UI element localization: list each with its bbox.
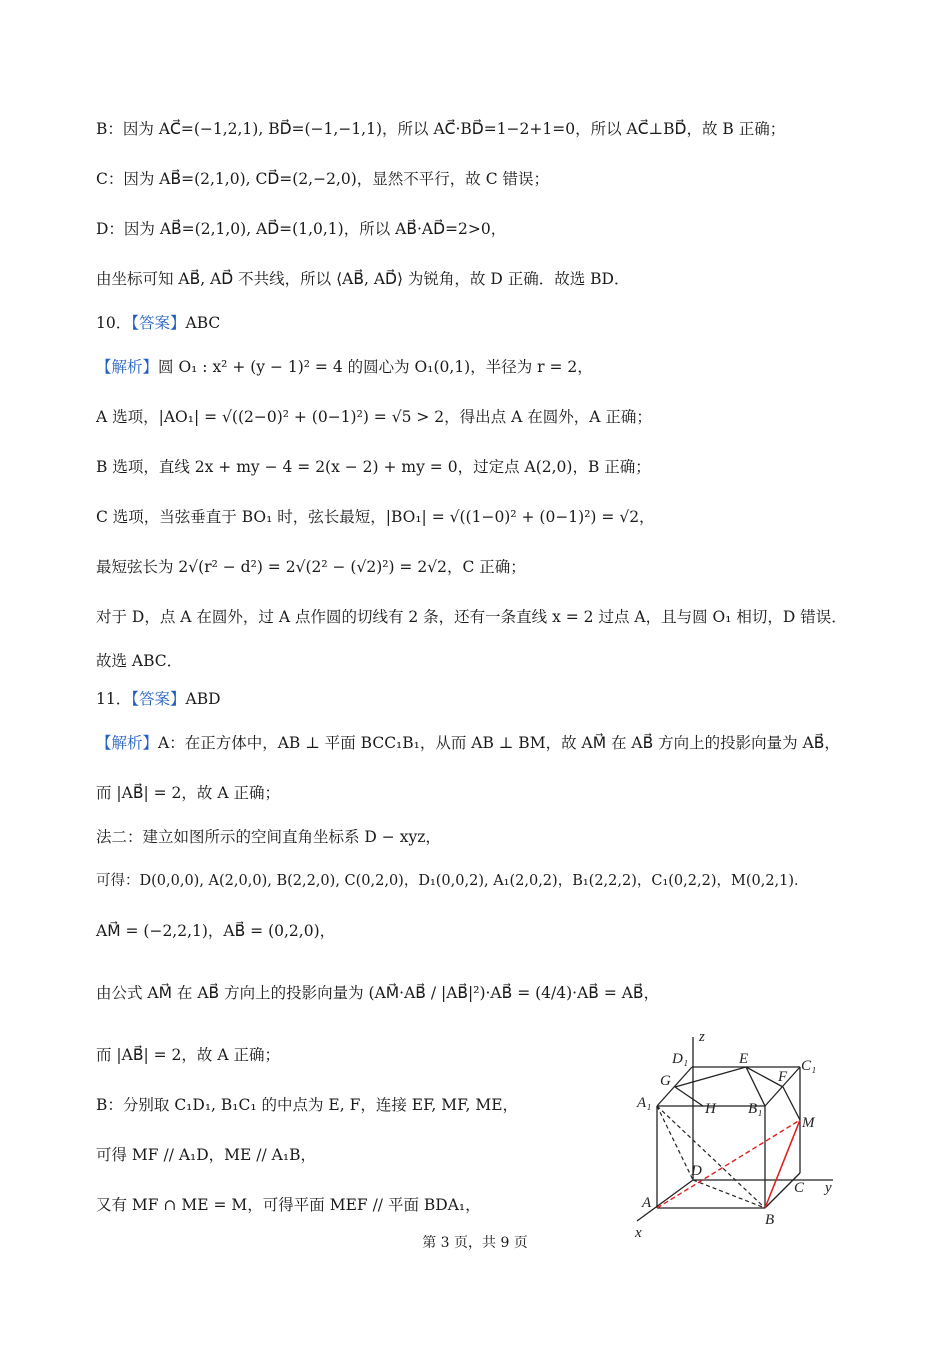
label-a: A: [642, 1195, 652, 1211]
label-m: M: [802, 1115, 815, 1131]
q11-analysis-text: A：在正方体中，AB ⊥ 平面 BCC₁B₁，从而 AB ⊥ BM，故 AM⃗ 在 AB⃗ 方向上的投影向量为 AB⃗，: [158, 734, 840, 752]
q11-answer-line: [96, 688, 221, 710]
q11-projection-formula: 由公式 AM⃗ 在 AB⃗ 方向上的投影向量为 (AM⃗·AB⃗ / |AB⃗|²)·AB⃗ = (4/4)·AB⃗ = AB⃗，: [96, 984, 660, 1002]
q11-projection-magnitude: 而 |AB⃗| = 2，故 A 正确；: [96, 784, 280, 802]
hidden-a1b: [657, 1106, 765, 1208]
hidden-db: [693, 1180, 765, 1208]
segment-ge: [675, 1067, 746, 1087]
option-d-conclusion: 由坐标可知 AB⃗, AD⃗ 不共线，所以 ⟨AB⃗, AD⃗⟩ 为锐角，故 D 正确．故选 BD．: [96, 270, 630, 288]
q11-method-two: 法二：建立如图所示的空间直角坐标系 D − xyz，: [96, 828, 441, 846]
cube-figure: [625, 1025, 850, 1245]
label-a1: A₁: [637, 1095, 652, 1111]
label-b1: B₁: [748, 1101, 763, 1117]
label-x: x: [635, 1225, 642, 1241]
q11-coordinates: 可得：D(0,0,0), A(2,0,0), B(2,2,0), C(0,2,0)，D₁(0,0,2), A₁(2,0,2)，B₁(2,2,2)，C₁(0,2,2)，M(0,2,1)．: [96, 873, 809, 889]
segment-gh: [675, 1087, 703, 1106]
option-c-line: C：因为 AB⃗=(2,1,0), CD⃗=(2,−2,0)，显然不平行，故 C 错误；: [96, 170, 550, 188]
label-b: B: [765, 1212, 775, 1228]
q11-projection-magnitude-2: 而 |AB⃗| = 2，故 A 正确；: [96, 1046, 280, 1064]
label-c1: C₁: [801, 1058, 817, 1074]
q10-analysis-tag: 【解析】: [96, 358, 159, 376]
hidden-a1d: [657, 1106, 693, 1180]
q10-option-d: 对于 D，点 A 在圆外，过 A 点作圆的切线有 2 条，还有一条直线 x = 2 过点 A，且与圆 O₁ 相切，D 错误．: [96, 608, 847, 626]
q10-option-c: C 选项，当弦垂直于 BO₁ 时，弦长最短，|BO₁| = √((1−0)² + (0−1)²) = √2，: [96, 508, 655, 526]
q11-analysis-line: [96, 732, 840, 754]
label-g: G: [660, 1073, 671, 1089]
page-footer: 第 3 页，共 9 页: [422, 1235, 528, 1251]
label-c: C: [794, 1180, 805, 1196]
label-y: y: [825, 1180, 832, 1196]
label-e: E: [739, 1051, 749, 1067]
q10-answer-line: [96, 312, 220, 334]
q11-answer-tag: 【答案】: [131, 690, 186, 708]
q10-analysis-text: 圆 O₁ : x² + (y − 1)² = 4 的圆心为 O₁(0,1)，半径为 r = 2，: [158, 358, 593, 376]
option-b-line: B：因为 AC⃗=(−1,2,1), BD⃗=(−1,−1,1)，所以 AC⃗·BD⃗=1−2+1=0，所以 AC⃗⊥BD⃗，故 B 正确；: [96, 120, 786, 138]
q10-shortest-chord: 最短弦长为 2√(r² − d²) = 2√(2² − (√2)²) = 2√2，C 正确；: [96, 558, 526, 576]
q11-parallel-lines: 可得 MF // A₁D，ME // A₁B，: [96, 1146, 316, 1164]
label-f: F: [778, 1069, 788, 1085]
q10-option-b: B 选项，直线 2x + my − 4 = 2(x − 2) + my = 0，过定点 A(2,0)，B 正确；: [96, 458, 651, 476]
q11-analysis-tag: 【解析】: [96, 734, 159, 752]
q11-answer: ABD: [185, 690, 221, 708]
option-d-line: D：因为 AB⃗=(2,1,0), AD⃗=(1,0,1)，所以 AB⃗·AD⃗=2>0，: [96, 220, 507, 238]
q10-analysis-line: [96, 356, 593, 378]
segment-fm: [783, 1087, 800, 1120]
label-d1: D₁: [672, 1051, 689, 1067]
q11-option-b: B：分别取 C₁D₁, B₁C₁ 的中点为 E, F，连接 EF, MF, ME，: [96, 1096, 519, 1114]
label-h: H: [705, 1101, 716, 1117]
q11-parallel-planes: 又有 MF ∩ ME = M，可得平面 MEF // 平面 BDA₁，: [96, 1196, 481, 1214]
label-z: z: [699, 1029, 705, 1045]
q10-answer: ABC: [185, 314, 221, 332]
label-d: D: [691, 1163, 702, 1179]
q11-number: 11．: [96, 690, 132, 708]
q10-conclusion: 故选 ABC．: [96, 652, 183, 670]
q10-answer-tag: 【答案】: [131, 314, 186, 332]
q10-option-a: A 选项，|AO₁| = √((2−0)² + (0−1)²) = √5 > 2，得出点 A 在圆外，A 正确；: [96, 408, 652, 426]
q10-number: 10．: [96, 314, 132, 332]
q11-vectors: AM⃗ = (−2,2,1)，AB⃗ = (0,2,0)，: [96, 922, 336, 940]
